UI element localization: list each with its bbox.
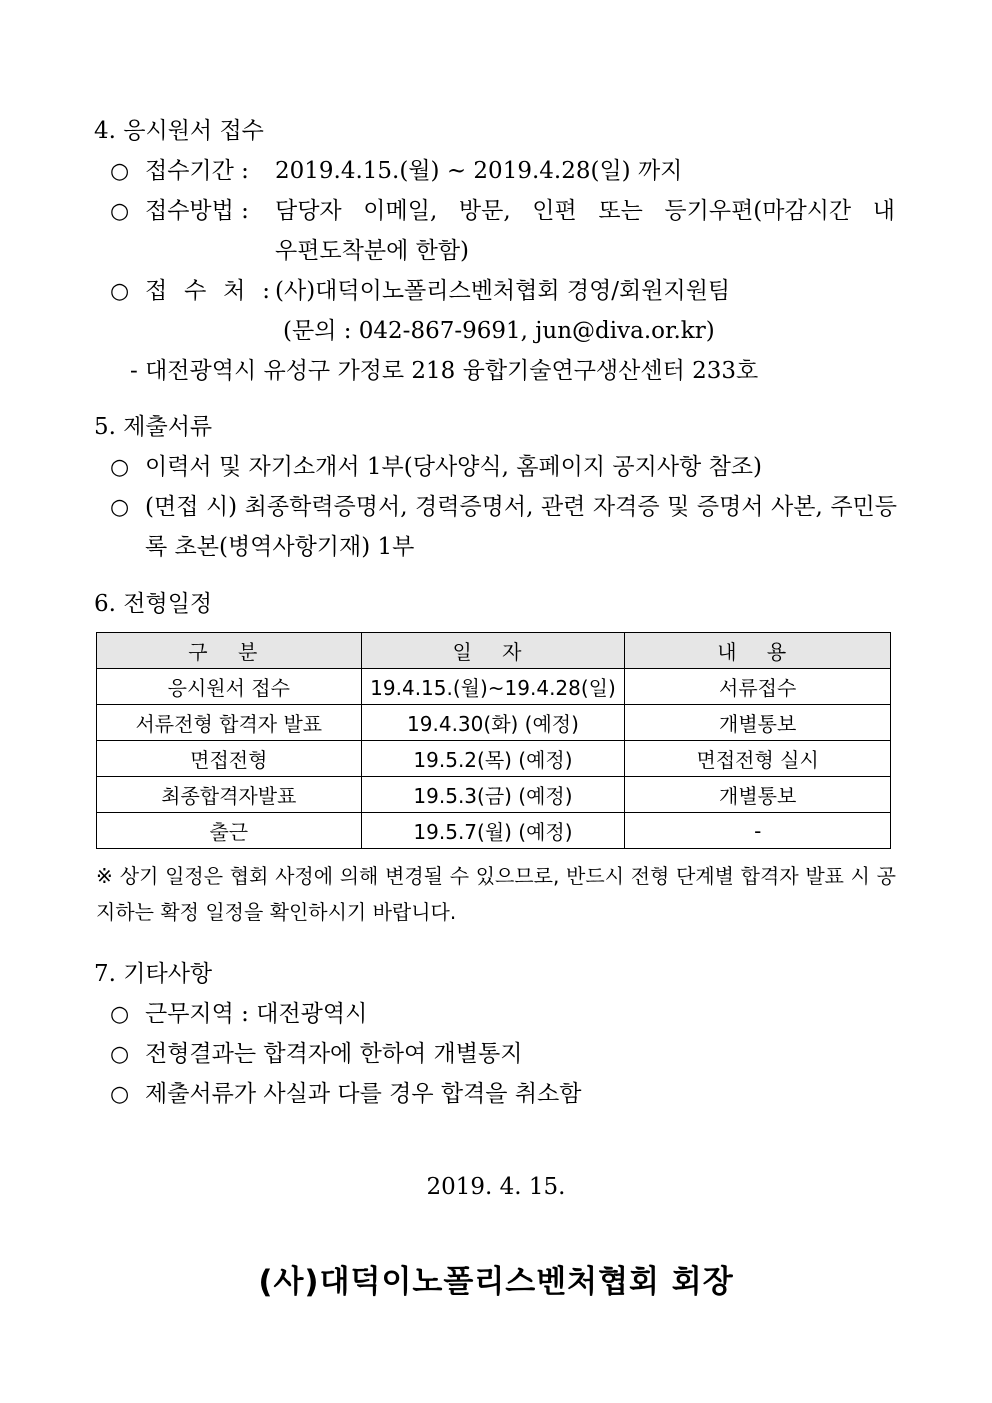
section-5-heading: 5. 제출서류 bbox=[94, 414, 213, 440]
column-header-date: 일 자 bbox=[361, 633, 625, 669]
reception-method-value-cont: 우편도착분에 한함) bbox=[275, 238, 470, 264]
table-cell: 최종합격자발표 bbox=[97, 777, 362, 813]
table-cell: 19.4.15.(월)~19.4.28(일) bbox=[361, 669, 625, 705]
bullet-icon: ○ bbox=[110, 279, 130, 304]
reception-method-value: 담당자 이메일, 방문, 인편 또는 등기우편(마감시간 내 bbox=[275, 198, 895, 224]
table-row bbox=[97, 741, 891, 777]
table-cell: 출근 bbox=[97, 813, 362, 849]
table-header-row bbox=[97, 633, 891, 669]
table-cell: 서류접수 bbox=[625, 669, 891, 705]
table-cell: 응시원서 접수 bbox=[97, 669, 362, 705]
table-row bbox=[97, 777, 891, 813]
table-cell: - bbox=[625, 813, 891, 849]
table-cell: 개별통보 bbox=[625, 777, 891, 813]
reception-place-label: 접 수 처 : bbox=[145, 278, 270, 304]
bullet-icon: ○ bbox=[110, 495, 130, 520]
table-row bbox=[97, 813, 891, 849]
reception-period-value: 2019.4.15.(월) ~ 2019.4.28(일) 까지 bbox=[275, 158, 683, 184]
bullet-icon: ○ bbox=[110, 1042, 130, 1067]
table-cell: 19.5.3(금) (예정) bbox=[361, 777, 625, 813]
signature-line: (사)대덕이노폴리스벤처협회 회장 bbox=[258, 1264, 734, 1300]
other-item-1: 근무지역 : 대전광역시 bbox=[145, 1001, 368, 1027]
table-cell: 19.4.30(화) (예정) bbox=[361, 705, 625, 741]
bullet-icon: ○ bbox=[110, 455, 130, 480]
document-item-1: 이력서 및 자기소개서 1부(당사양식, 홈페이지 공지사항 참조) bbox=[145, 454, 762, 480]
column-header-category: 구 분 bbox=[97, 633, 362, 669]
table-cell: 면접전형 실시 bbox=[625, 741, 891, 777]
section-6-heading: 6. 전형일정 bbox=[94, 591, 213, 617]
table-row bbox=[97, 705, 891, 741]
schedule-table bbox=[96, 632, 891, 849]
table-cell: 서류전형 합격자 발표 bbox=[97, 705, 362, 741]
reception-place-value: (사)대덕이노폴리스벤처협회 경영/회원지원팀 bbox=[275, 278, 731, 304]
other-item-3: 제출서류가 사실과 다를 경우 합격을 취소함 bbox=[145, 1081, 582, 1107]
other-item-2: 전형결과는 합격자에 한하여 개별통지 bbox=[145, 1041, 523, 1067]
column-header-content: 내 용 bbox=[625, 633, 891, 669]
document-item-2: (면접 시) 최종학력증명서, 경력증명서, 관련 자격증 및 증명서 사본, 주민등록 초본(병역사항기재) 1부 bbox=[145, 494, 897, 560]
reception-method-label: 접수방법 : bbox=[145, 198, 249, 224]
bullet-icon: ○ bbox=[110, 199, 130, 224]
bullet-icon: ○ bbox=[110, 1002, 130, 1027]
document-date: 2019. 4. 15. bbox=[426, 1174, 566, 1200]
bullet-icon: ○ bbox=[110, 1082, 130, 1107]
schedule-note: ※ 상기 일정은 협회 사정에 의해 변경될 수 있으므로, 반드시 전형 단계별 합격자 발표 시 공지하는 확정 일정을 확인하시기 바랍니다. bbox=[96, 864, 896, 924]
section-4-heading: 4. 응시원서 접수 bbox=[94, 118, 264, 144]
table-row bbox=[97, 669, 891, 705]
address-line: - 대전광역시 유성구 가정로 218 융합기술연구생산센터 233호 bbox=[130, 358, 759, 384]
bullet-icon: ○ bbox=[110, 159, 130, 184]
table-cell: 개별통보 bbox=[625, 705, 891, 741]
table-cell: 면접전형 bbox=[97, 741, 362, 777]
reception-period-label: 접수기간 : bbox=[145, 158, 249, 184]
reception-place-contact: (문의 : 042-867-9691, jun@diva.or.kr) bbox=[283, 318, 715, 344]
table-cell: 19.5.7(월) (예정) bbox=[361, 813, 625, 849]
section-7-heading: 7. 기타사항 bbox=[94, 961, 213, 987]
table-cell: 19.5.2(목) (예정) bbox=[361, 741, 625, 777]
